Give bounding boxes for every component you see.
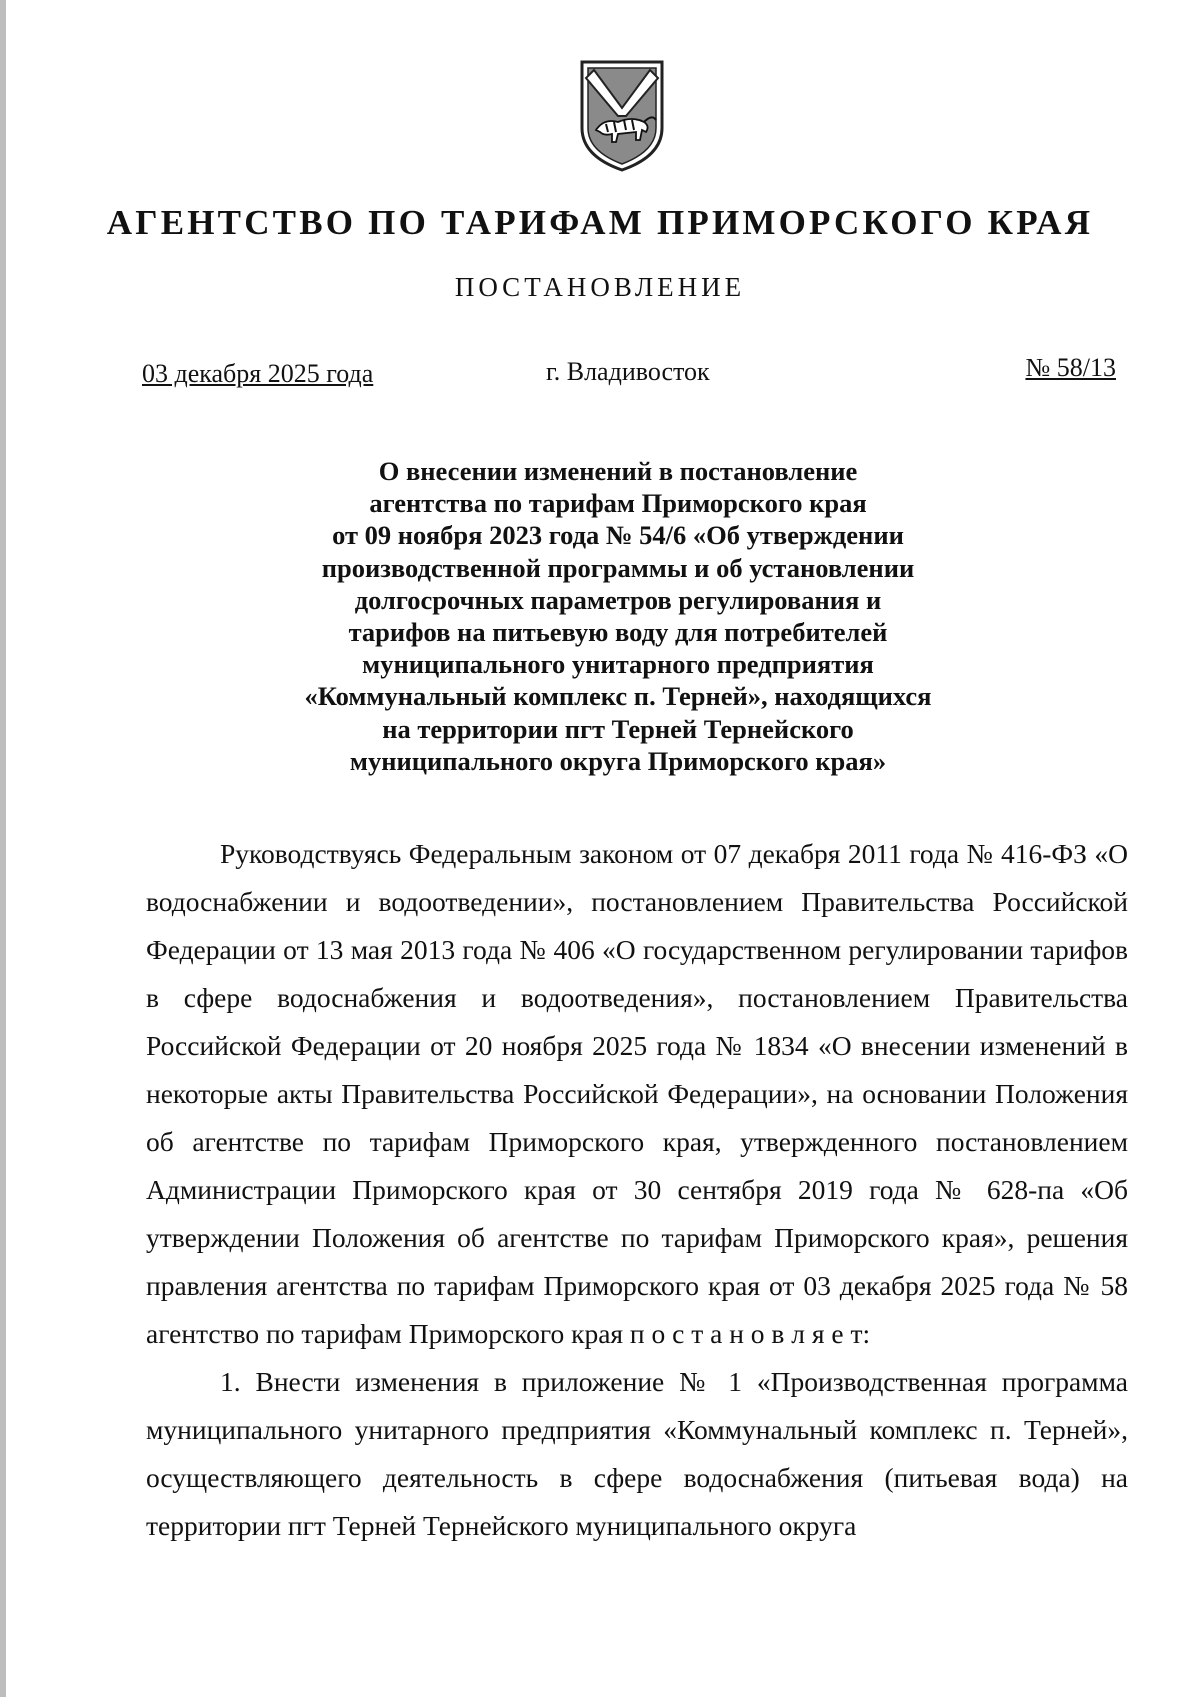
preamble-paragraph: Руководствуясь Федеральным законом от 07 декабря 2011 года № 416-ФЗ «О водоснабжении и водоотведении», постановлением Правительства Российской Федерации от 13 мая 2013 года № 406 «О государственном регулировании тарифов в сфере водоснабжения и водоотведения», постановлением Правительства Российской Федерации от 20 ноября 2025 года № 1834 «О внесении изменений в некоторые акты Правительства Российской Федерации», на основании Положения об агентстве по тарифам Приморского края, утвержденного постановлением Администрации Приморского края от 30 сентября 2019 года № 628-па «Об утверждении Положения об агентстве по тарифам Приморского края», решения правления агентства по тарифам Приморского края от 03 декабря 2025 года № 58 агентство по тарифам Приморского края п о с т а н о в л я е т: <box>146 838 1128 1349</box>
title-line: муниципального унитарного предприятия <box>362 649 874 680</box>
title-line: на территории пгт Терней Тернейского <box>382 713 854 744</box>
document-city: г. Владивосток <box>546 357 710 386</box>
document-number: № 58/13 <box>1025 353 1116 382</box>
agency-name: АГЕНТСТВО ПО ТАРИФАМ ПРИМОРСКОГО КРАЯ <box>106 203 1094 242</box>
title-line: агентства по тарифам Приморского края <box>369 488 867 519</box>
title-line: производственной программы и об установлении <box>321 552 915 583</box>
document-body <box>146 830 1128 1550</box>
scan-edge <box>0 0 6 1697</box>
title-line: тарифов на питьевую воду для потребителей <box>348 617 888 648</box>
title-line: долгосрочных параметров регулирования и <box>354 584 882 615</box>
title-line: О внесении изменений в постановление <box>378 456 858 486</box>
item-1-paragraph: 1. Внести изменения в приложение № 1 «Производственная программа муниципального унитарного предприятия «Коммунальный комплекс п. Терней», осуществляющего деятельность в сфере водоснабжения (питьевая вода) на территории пгт Терней Тернейского муниципального округа <box>146 1366 1128 1541</box>
document-title <box>150 455 1086 777</box>
title-line: муниципального округа Приморского края» <box>349 745 887 776</box>
title-line: «Коммунальный комплекс п. Терней», находящихся <box>304 681 932 712</box>
primorsky-krai-coat-of-arms-icon <box>574 58 670 174</box>
title-line: от 09 ноября 2023 года № 54/6 «Об утверждении <box>332 520 904 551</box>
document-date: 03 декабря 2025 года <box>142 359 374 388</box>
document-type: ПОСТАНОВЛЕНИЕ <box>454 272 746 302</box>
